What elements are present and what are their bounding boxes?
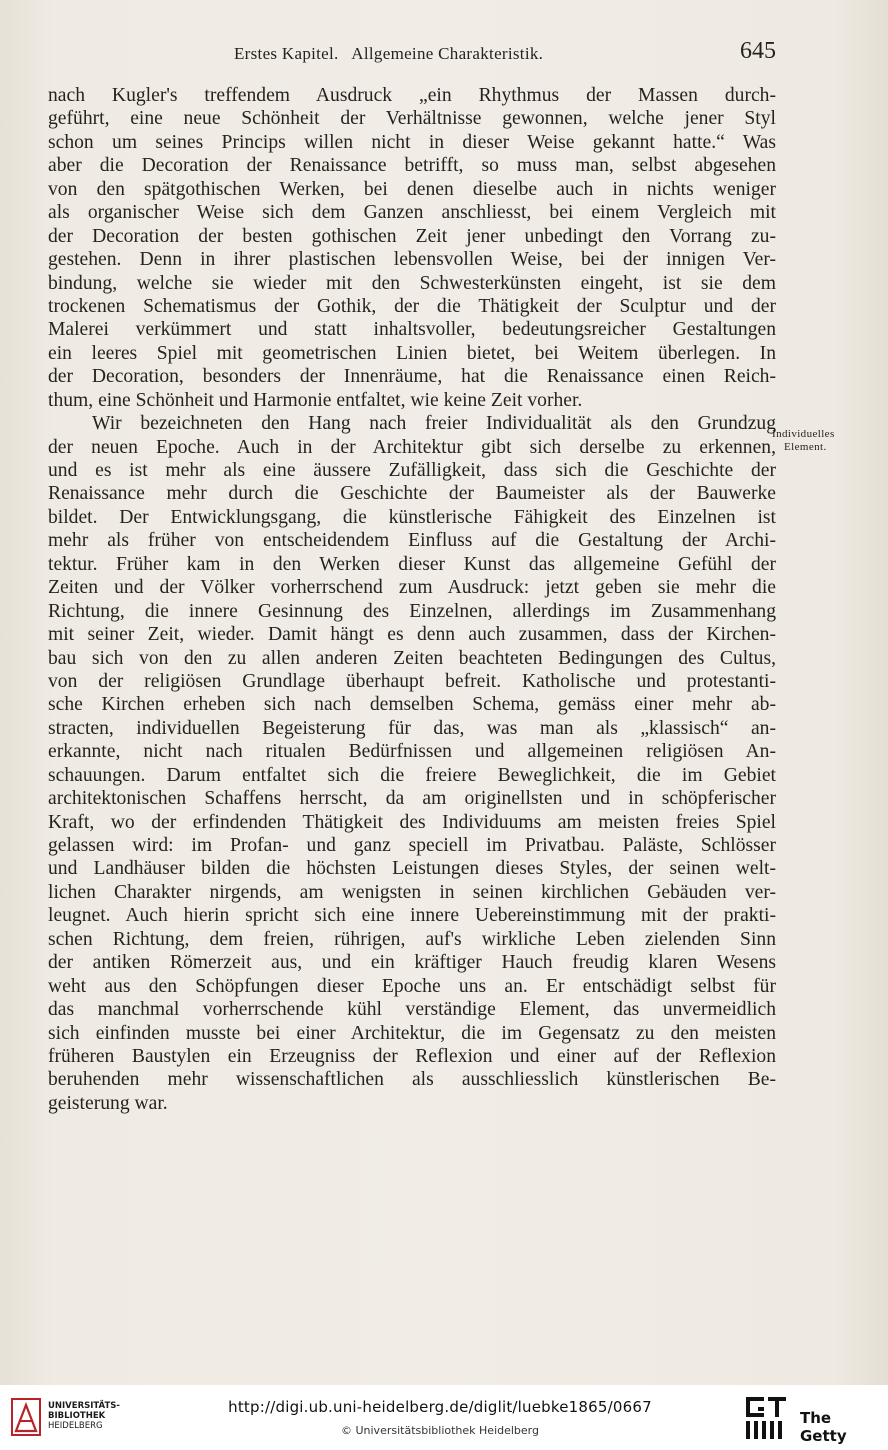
text-line: früheren Baustylen ein Erzeugniss der Reflexion und einer auf der Reflexion [48, 1045, 776, 1067]
text-line: trockenen Schematismus der Gothik, der die Thätigkeit der Sculptur und der [48, 295, 776, 317]
running-title: Erstes Kapitel. Allgemeine Charakteristik. [234, 44, 544, 63]
margin-note [772, 428, 882, 454]
text-line: schon um seines Princips willen nicht in dieser Weise gekannt hatte.“ Was [48, 131, 776, 153]
partner-name: The Getty [800, 1409, 847, 1445]
text-line: der Decoration, besonders der Innenräume, hat die Renaissance einen Reich- [48, 366, 776, 388]
text-line: gelassen wird: im Profan- und ganz speciell im Privatbau. Paläste, Schlösser [48, 835, 776, 856]
text-line: schen Richtung, dem freien, rührigen, auf's wirkliche Leben zielenden Sinn [48, 928, 776, 950]
margin-note-line: Individuelles [772, 428, 835, 440]
body-text [48, 84, 776, 1115]
text-line: leugnet. Auch hierin spricht sich eine innere Uebereinstimmung mit der prakti- [48, 905, 776, 927]
text-line: lichen Charakter nirgends, am wenigsten in seinen kirchlichen Gebäuden ver- [48, 881, 776, 903]
text-line: nach Kugler's treffendem Ausdruck „ein Rhythmus der Massen durch- [48, 85, 776, 106]
text-line: sche Kirchen erheben sich nach demselben Schema, gemäss einer mehr ab- [48, 694, 776, 716]
margin-note-line: Element. [784, 441, 827, 453]
text-line: geführt, eine neue Schönheit der Verhältnisse gewonnen, welche jener Styl [48, 108, 776, 130]
text-line: mehr als früher von entscheidendem Einfluss auf die Gestaltung der Archi- [48, 530, 776, 552]
text-line: bindung, welche sie wieder mit den Schwesterkünsten eingeht, ist sie dem [48, 272, 776, 294]
text-line: gestehen. Denn in ihrer plastischen lebensvollen Weise, bei der innigen Ver- [48, 249, 776, 271]
text-line: tektur. Früher kam in den Werken dieser Kunst das allgemeine Gefühl der [48, 553, 776, 575]
text-line: bau sich von den zu allen anderen Zeiten beachteten Bedingungen des Cultus, [48, 647, 776, 669]
citation-box [180, 1397, 700, 1437]
text-line: von den spätgothischen Werken, bei denen dieselbe auch in nichts weniger [48, 178, 776, 200]
text-line: Zeiten und der Völker vorherrschend zum Ausdruck: jetzt geben sie mehr die [48, 577, 776, 599]
text-line: der Decoration der besten gothischen Zeit jener unbedingt den Vorrang zu- [48, 225, 776, 247]
text-line: mit seiner Zeit, wieder. Damit hängt es denn auch zusammen, dass der Kirchen- [48, 624, 776, 646]
text-line: erkannte, nicht nach ritualen Bedürfnissen und allgemeinen religiösen An- [48, 741, 776, 763]
text-line: aber die Decoration der Renaissance betrifft, so muss man, selbst abgesehen [48, 155, 776, 177]
viewer-footer [0, 1385, 888, 1450]
text-line: sich einfinden musste bei einer Architektur, die im Gegensatz zu den meisten [48, 1022, 776, 1044]
ub-heidelberg-emblem-icon [10, 1397, 42, 1437]
text-line: Richtung, die innere Gesinnung des Einzelnen, allerdings im Zusammenhang [48, 600, 776, 622]
library-logo[interactable] [10, 1395, 122, 1441]
text-line: stracten, individuellen Begeisterung für das, was man als „klassisch“ an- [48, 717, 776, 739]
getty-logo[interactable] [742, 1395, 882, 1445]
text-line: architektonischen Schaffens herrscht, da am originellsten und in schöpferischer [48, 788, 776, 810]
text-line: und Landhäuser bilden die höchsten Leistungen dieses Styles, der seinen welt- [48, 858, 776, 880]
permalink-url[interactable]: http://digi.ub.uni-heidelberg.de/diglit/luebke1865/0667 [228, 1398, 652, 1416]
text-line: als organischer Weise sich dem Ganzen anschliesst, bei einem Vergleich mit [48, 202, 776, 224]
text-line: Wir bezeichneten den Hang nach freier Individualität als den Grundzug [92, 413, 776, 435]
text-line: schauungen. Darum entfaltet sich die freiere Beweglichkeit, die im Gebiet [48, 764, 776, 786]
text-line: Kraft, wo der erfindenden Thätigkeit des Individuums am meisten freies Spiel [48, 811, 776, 833]
page-number: 645 [740, 38, 776, 64]
text-line: geisterung war. [48, 1092, 168, 1114]
library-name: UNIVERSITÄTS- BIBLIOTHEK HEIDELBERG [48, 1401, 120, 1431]
running-head [48, 38, 776, 72]
text-line: Renaissance mehr durch die Geschichte der Baumeister als der Bauwerke [48, 483, 776, 505]
text-line: das manchmal vorherrschende kühl verständige Element, das unvermeidlich [48, 999, 776, 1021]
text-line: Malerei verkümmert und statt inhaltsvoller, bedeutungsreicher Gestaltungen [48, 319, 776, 341]
text-line: ein leeres Spiel mit geometrischen Linien bietet, bei Weitem überlegen. In [48, 342, 776, 364]
text-line: und es ist mehr als eine äussere Zufälligkeit, dass sich die Geschichte der [48, 460, 776, 481]
text-line: der neuen Epoche. Auch in der Architektur gibt sich derselbe zu erkennen, [48, 436, 776, 458]
text-line: weht aus den Schöpfungen dieser Epoche uns an. Er entschädigt selbst für [48, 975, 776, 997]
getty-gt-logo-icon [742, 1395, 790, 1441]
copyright-notice: © Universitätsbibliothek Heidelberg [340, 1424, 539, 1437]
text-line: bildet. Der Entwicklungsgang, die künstlerische Fähigkeit des Einzelnen ist [48, 506, 776, 528]
text-line: thum, eine Schönheit und Harmonie entfaltet, wie keine Zeit vorher. [48, 389, 583, 411]
text-line: beruhenden mehr wissenschaftlichen als ausschliesslich künstlerischen Be- [48, 1069, 776, 1091]
text-line: der antiken Römerzeit aus, und ein kräftiger Hauch freudig klaren Wesens [48, 952, 776, 974]
text-line: von der religiösen Grundlage überhaupt befreit. Katholische und protestanti- [48, 670, 776, 692]
